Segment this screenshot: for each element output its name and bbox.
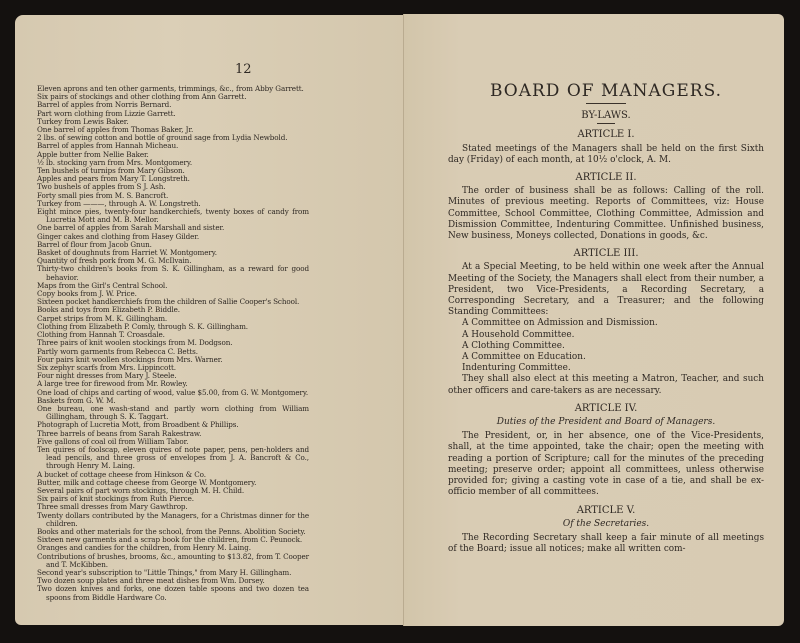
donation-entry: Books and toys from Elizabeth P. Biddle. (37, 305, 180, 315)
article-3-text: At a Special Meeting, to be held within one week after the Annual Meeting of the Society, the Managers shall elect from their number, a President, two Vice-Presidents, a Recording Secretary, a Corresponding Secretary, and a Treasurer; and the following Standing Committees: (448, 262, 764, 318)
donation-entry: Forty small pies from M. S. Bancroft. (37, 190, 169, 200)
bylaws-heading: BY-LAWS. (581, 110, 631, 122)
donation-entry: Three pairs of knit woolen stockings from M. Dodgson. (37, 338, 233, 348)
donation-entry: Sixteen pocket handkerchiefs from the children of Sallie Cooper's School. (37, 297, 300, 307)
committee-item: A Clothing Committee. (462, 340, 565, 351)
article-2-heading: ARTICLE II. (575, 172, 637, 184)
donation-entry: Four pairs knit woollen stockings from Mrs. Warner. (37, 354, 223, 364)
donation-entry: Baskets from G. W. M. (37, 395, 116, 405)
article-1-text: Stated meetings of the Managers shall be held on the first Sixth day (Friday) of each month, at 10½ o'clock, A. M. (448, 143, 764, 165)
donation-entry: Six pairs of knit stockings from Ruth Pierce. (37, 494, 194, 504)
donation-entry: Eight mince pies, twenty-four handkerchiefs, twenty boxes of candy from Lucretia Mott and M. B. Mellor. (37, 207, 309, 225)
donation-entry: Partly worn garments from Rebecca C. Betts. (37, 346, 198, 356)
donation-entry: Carpet strips from M. K. Gillingham. (37, 313, 168, 323)
article-3-heading: ARTICLE III. (573, 248, 639, 260)
donation-entry: Barrel of apples from Hannah Micheau. (37, 141, 179, 151)
committee-item: A Committee on Education. (462, 352, 586, 363)
donation-entry: Basket of doughnuts from Harriet W. Montgomery. (37, 248, 217, 258)
donation-entry: Thirty-two children's books from S. K. Gillingham, as a reward for good behavior. (37, 264, 309, 282)
donation-entry: Ginger cakes and clothing from Hasey Gilder. (37, 231, 200, 241)
article-4-heading: ARTICLE IV. (574, 402, 638, 414)
donation-entry: One bureau, one wash-stand and partly worn clothing from William Gillingham, through S. K. Taggart. (37, 403, 309, 422)
donation-entry: Three barrels of beans from Sarah Rakestraw. (37, 428, 202, 438)
donation-entry: Butter, milk and cottage cheese from George W. Montgomery. (37, 477, 257, 487)
donation-entry: Quantity of fresh pork from M. G. McIlvain. (37, 256, 192, 266)
donation-entry: Oranges and candies for the children, from Henry M. Laing. (37, 543, 251, 553)
committee-item: Indenturing Committee. (462, 363, 571, 374)
donation-entry: Sixteen new garments and a scrap book for the children, from C. Peunock. (37, 535, 303, 545)
donation-entry: Eleven aprons and ten other garments, trimmings, &c., from Abby Garrett. (37, 84, 304, 93)
article-3-closing: They shall also elect at this meeting a Matron, Teacher, and such other officers and care-takers as are necessary. (448, 374, 764, 396)
donation-entry: Ten bushels of turnips from Mary Gibson. (37, 166, 185, 176)
donation-entry: One load of chips and carting of wood, value $5.00, from G. W. Montgomery. (37, 387, 309, 397)
divider (586, 103, 626, 104)
divider (597, 123, 615, 124)
article-2-text: The order of business shall be as follows: Calling of the roll. Minutes of previous meeting. Reports of Committees, viz: House Committee, School Committee, Clothing Committee, Admission and Dismission Committee, Indenturing Committee. Unfinished business, New business, Moneys collected, Donations in goods, &c. (448, 186, 764, 242)
article-4-text: The President, or, in her absence, one of the Vice-Presidents, shall, at the time appointed, take the chair; open the meeting with reading a portion of Scripture; call for the minutes of the preceding meeting; preserve order; appoint all committees, unless otherwise provided for; giving a casting vote in case of a tie, and shall be ex-officio member of all committees. (448, 431, 764, 498)
donation-entry: A large tree for firewood from Mr. Rowley. (37, 379, 188, 389)
donation-entry: Turkey from Lewis Baker. (37, 116, 129, 126)
article-5-subheading: Of the Secretaries. (562, 518, 650, 529)
donation-entry: Photograph of Lucretia Mott, from Broadbent & Phillips. (37, 420, 239, 430)
left-page (15, 15, 405, 625)
donation-entry: Contributions of brushes, brooms, &c., amounting to $13.82, from T. Cooper and T. McKibben. (37, 551, 309, 569)
donation-entry: One barrel of apples from Sarah Marshall and sister. (37, 223, 225, 233)
donation-entry: Several pairs of part worn stockings, through M. H. Child. (37, 485, 245, 495)
donation-entry: Clothing from Hannah T. Croasdale. (37, 330, 165, 340)
donation-entry: Part worn clothing from Lizzie Garrett. (37, 108, 176, 118)
committee-item: A Household Committee. (462, 329, 575, 340)
donation-entry: Twenty dollars contributed by the Managers, for a Christmas dinner for the children. (37, 510, 309, 528)
article-4-subheading: Duties of the President and Board of Managers. (496, 417, 716, 428)
article-5-heading: ARTICLE V. (576, 504, 636, 516)
donation-entry: Two bushels of apples from S J. Ash. (37, 182, 166, 192)
donation-entry: Four night dresses from Mary J. Steele. (37, 371, 177, 381)
right-page (404, 14, 784, 626)
bylaws-body (448, 81, 764, 555)
donation-entry: Six zephyr scarfs from Mrs. Lippincott. (37, 362, 176, 372)
donation-entry: Turkey from ———, through A. W. Longstreth. (37, 198, 201, 208)
committee-item: A Committee on Admission and Dismission. (462, 318, 658, 329)
page-number: 12 (235, 62, 252, 77)
donation-entry: Barrel of apples from Norris Bernard. (37, 100, 172, 110)
donation-entry: Books and other materials for the school, from the Penns. Abolition Society. (37, 526, 306, 536)
donation-entry: Two dozen soup plates and three meat dishes from Wm. Dorsey. (37, 576, 265, 586)
donation-entry: Second year's subscription to "Little Things," from Mary H. Gillingham. (37, 567, 292, 577)
donation-list (37, 85, 309, 602)
donation-entry: Clothing from Elizabeth P. Comly, through S. K. Gillingham. (37, 321, 248, 331)
donation-entry: Copy books from J. W. Price. (37, 289, 137, 299)
donation-entry: A bucket of cottage cheese from Hinkson & Co. (37, 469, 206, 479)
donation-entry: Ten quires of foolscap, eleven quires of note paper, pens, pen-holders and lead pencils, and three gross of envelopes from J. A. Bancroft & Co., through Henry M. Laing. (37, 444, 309, 471)
article-1-heading: ARTICLE I. (577, 129, 635, 141)
donation-entry: One barrel of apples from Thomas Baker, Jr. (37, 125, 194, 135)
donation-entry: Apples and pears from Mary T. Longstreth. (37, 174, 190, 184)
article-5-text: The Recording Secretary shall keep a fair minute of all meetings of the Board; issue all notices; make all written com- (448, 532, 764, 555)
donation-entry: Five gallons of coal oil from William Tabor. (37, 436, 189, 446)
donation-entry: Six pairs of stockings and other clothing from Ann Garrett. (37, 92, 247, 102)
donation-entry: Three small dresses from Mary Gawthrop. (37, 502, 188, 512)
donation-entry: ½ lb. stocking yarn from Mrs. Montgomery. (37, 157, 193, 167)
donation-entry: Barrel of flour from Jacob Gnun. (37, 239, 152, 249)
donation-entry: Apple butter from Nellie Baker. (37, 149, 149, 159)
donation-entry: Two dozen knives and forks, one dozen table spoons and two dozen tea spoons from Biddle Hardware Co. (37, 584, 309, 602)
donation-entry: Maps from the Girl's Central School. (37, 280, 168, 290)
page-title: BOARD OF MANAGERS. (489, 81, 723, 101)
donation-entry: 2 lbs. of sewing cotton and bottle of ground sage from Lydia Newbold. (37, 133, 288, 143)
